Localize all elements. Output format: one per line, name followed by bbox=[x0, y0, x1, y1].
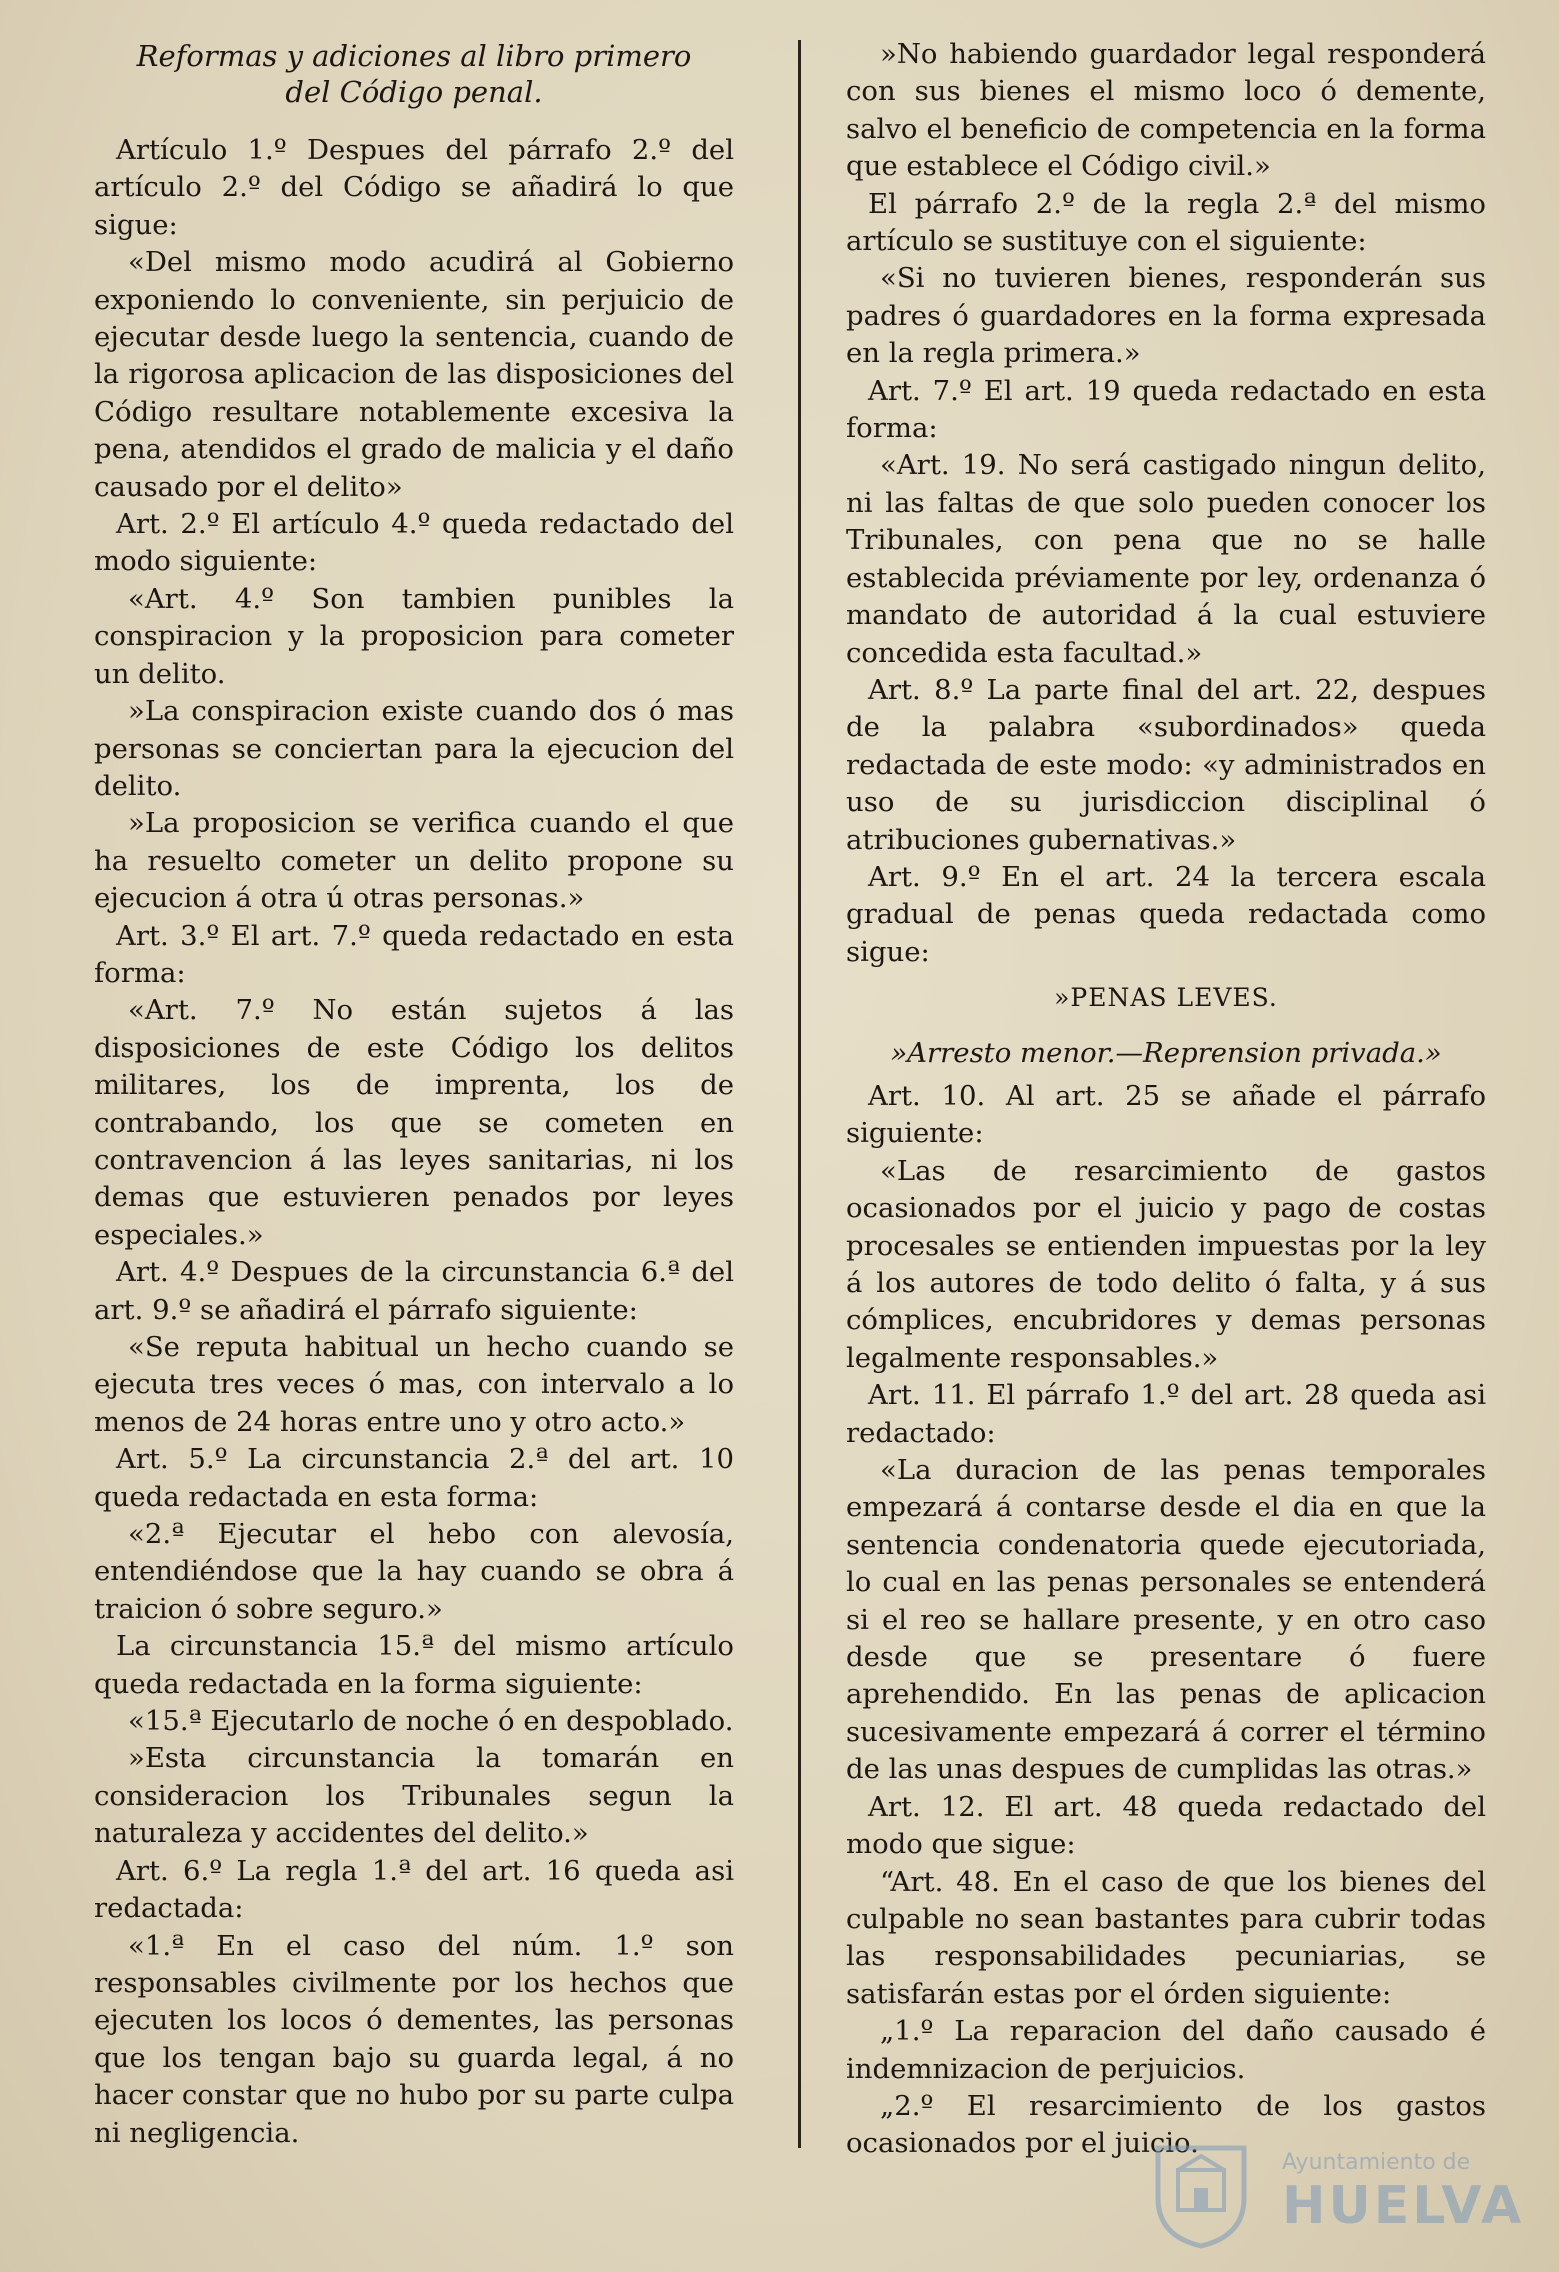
paragraph: «Se reputa habitual un hecho cuando se ejecuta tres veces ó mas, con intervalo a lo menos de 24 horas entre uno y otro acto.» bbox=[94, 1331, 734, 1438]
paragraph: «Si no tuvieren bienes, responderán sus padres ó guardadores en la forma expresada en la regla primera.» bbox=[846, 262, 1486, 370]
paragraph: Art. 11. El párrafo 1.º del art. 28 queda asi redactado: bbox=[846, 1379, 1486, 1449]
paragraph: „1.º La reparacion del daño causado é indemnizacion de perjuicios. bbox=[846, 2015, 1486, 2085]
paragraph: «Las de resarcimiento de gastos ocasionados por el juicio y pago de costas procesales se entienden impuestas por la ley á los autores de todo delito ó falta, y á sus cómplices, encubridores y demas personas legalmente responsables.» bbox=[846, 1154, 1486, 1374]
city-seal-icon bbox=[1148, 2140, 1254, 2250]
watermark-line-2: HUELVA bbox=[1282, 2176, 1525, 2236]
paragraph: «Art. 7.º No están sujetos á las disposiciones de este Código los delitos militares, los de imprenta, los de contrabando, los que se cometen en contravencion á las leyes sanitarias, ni los demas que estuvieren penados por leyes especiales.» bbox=[94, 994, 734, 1251]
paragraph: Art. 3.º El art. 7.º queda redactado en esta forma: bbox=[94, 919, 734, 989]
document-title bbox=[94, 38, 734, 110]
left-column bbox=[94, 36, 734, 2152]
watermark-line-1: Ayuntamiento de bbox=[1282, 2150, 1471, 2175]
archive-watermark bbox=[1148, 2140, 1525, 2250]
paragraph: Art. 7.º El art. 19 queda redactado en esta forma: bbox=[846, 374, 1486, 445]
paragraph: Art. 12. El art. 48 queda redactado del modo que sigue: bbox=[846, 1790, 1486, 1861]
paragraph: «La duracion de las penas temporales empezará á contarse desde el dia en que la sentencia condenatoria quede ejecutoriada, lo cual en las penas personales se entenderá si el reo se hallare presente, y en otro caso desde que se presentare ó fuere aprehendido. En las penas de aplicacion sucesivamente empezará á correr el término de las unas despues de cumplidas las otras.» bbox=[846, 1454, 1486, 1786]
paragraph: Art. 10. Al art. 25 se añade el párrafo siguiente: bbox=[846, 1079, 1486, 1150]
paragraph: „2.º El resarcimiento de los gastos ocasionados por el juicio. bbox=[846, 2089, 1486, 2160]
paragraph: Art. 5.º La circunstancia 2.ª del art. 10 queda redactada en esta forma: bbox=[94, 1443, 734, 1513]
column-divider bbox=[798, 40, 801, 2148]
paragraph: La circunstancia 15.ª del mismo artículo queda redactada en la forma siguiente: bbox=[94, 1630, 734, 1700]
paragraph: «Art. 4.º Son tambien punibles la conspiracion y la proposicion para cometer un delito. bbox=[94, 582, 734, 690]
paragraph: El párrafo 2.º de la regla 2.ª del mismo artículo se sustituye con el siguiente: bbox=[846, 187, 1486, 258]
paragraph: «15.ª Ejecutarlo de noche ó en despoblado. bbox=[128, 1705, 734, 1738]
paragraph: “Art. 48. En el caso de que los bienes del culpable no sean bastantes para cubrir todas las responsabilidades pecuniarias, se satisfarán estas por el órden siguiente: bbox=[846, 1865, 1486, 2010]
paragraph: Art. 6.º La regla 1.ª del art. 16 queda asi redactada: bbox=[94, 1854, 734, 1925]
paragraph: Art. 2.º El artículo 4.º queda redactado del modo siguiente: bbox=[94, 508, 734, 578]
paragraph: «Del mismo modo acudirá al Gobierno exponiendo lo conveniente, sin perjuicio de ejecutar desde luego la sentencia, cuando de la rigorosa aplicacion de las disposiciones del Código resultare notablemente excesiva la pena, atendidos el grado de malicia y el daño causado por el delito» bbox=[94, 246, 734, 503]
paragraph: Art. 8.º La parte final del art. 22, despues de la palabra «subordinados» queda redactada de este modo: «y administrados en uso de su jurisdiccion disciplinal ó atribuciones gubernativas.» bbox=[846, 673, 1486, 856]
paragraph: Art. 4.º Despues de la circunstancia 6.ª del art. 9.º se añadirá el párrafo siguiente: bbox=[94, 1256, 734, 1326]
left-column-body bbox=[94, 132, 734, 2152]
paragraph: Art. 9.º En el art. 24 la tercera escala gradual de penas queda redactada como sigue: bbox=[846, 860, 1486, 968]
paragraph: »La conspiracion existe cuando dos ó mas personas se conciertan para la ejecucion del delito. bbox=[94, 695, 734, 802]
paragraph: »PENAS LEVES. bbox=[1054, 983, 1278, 1013]
right-column-body bbox=[846, 36, 1486, 2163]
paragraph: «2.ª Ejecutar el hebo con alevosía, entendiéndose que la hay cuando se obra á traicion ó sobre seguro.» bbox=[94, 1518, 734, 1625]
title-line-1: Reformas y adiciones al libro primero bbox=[136, 39, 692, 73]
paragraph: Artículo 1.º Despues del párrafo 2.º del artículo 2.º del Código se añadirá lo que sigue: bbox=[94, 134, 734, 241]
paragraph: »Esta circunstancia la tomarán en consideracion los Tribunales segun la naturaleza y accidentes del delito.» bbox=[94, 1742, 734, 1850]
right-column bbox=[846, 36, 1486, 2163]
paragraph: »Arresto menor.—Reprension privada.» bbox=[890, 1036, 1442, 1069]
title-line-2: del Código penal. bbox=[285, 75, 543, 109]
paragraph: »La proposicion se verifica cuando el que ha resuelto cometer un delito propone su ejecucion á otra ú otras personas.» bbox=[94, 807, 734, 915]
paragraph: «Art. 19. No será castigado ningun delito, ni las faltas de que solo pueden conocer los Tribunales, con pena que no se halle establecida préviamente por ley, ordenanza ó mandato de autoridad á la cual estuviere concedida esta facultad.» bbox=[846, 449, 1486, 669]
paragraph: «1.ª En el caso del núm. 1.º son responsables civilmente por los hechos que ejecuten los locos ó dementes, las personas que los tengan bajo su guarda legal, á no hacer constar que no hubo por su parte culpa ni negligencia. bbox=[94, 1929, 734, 2149]
paragraph: »No habiendo guardador legal responderá con sus bienes el mismo loco ó demente, salvo el beneficio de competencia en la forma que establece el Código civil.» bbox=[846, 38, 1486, 183]
